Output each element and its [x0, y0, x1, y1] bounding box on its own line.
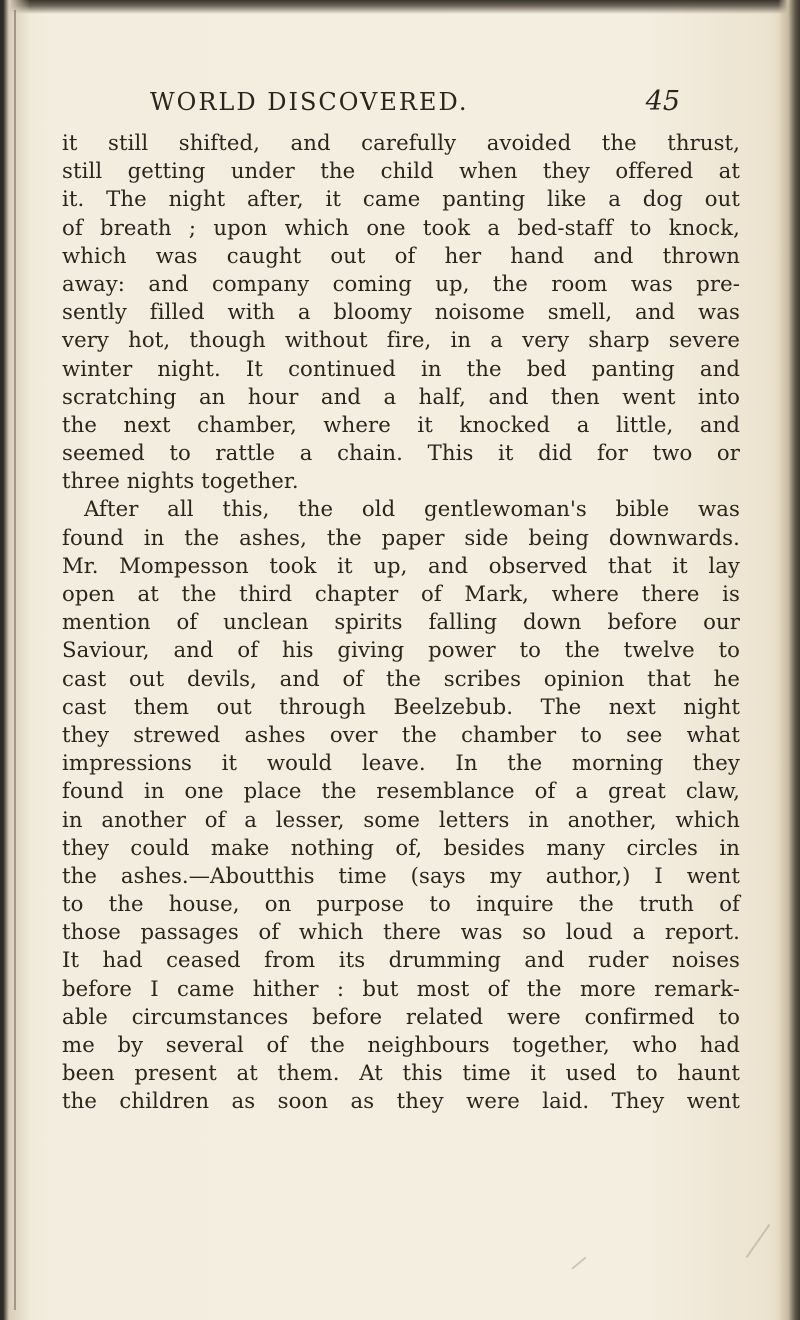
text-line: of breath ; upon which one took a bed-staff to knock,	[62, 214, 740, 240]
text-line: in another of a lesser, some letters in another, which	[62, 806, 740, 832]
text-line: which was caught out of her hand and thrown	[62, 242, 740, 268]
text-line: those passages of which there was so loud a report.	[62, 919, 740, 945]
text-line: able circumstances before related were confirmed to	[62, 1003, 740, 1029]
text-line: me by several of the neighbours together, who had	[62, 1032, 740, 1057]
text-line: seemed to rattle a chain. This it did for two or	[62, 440, 740, 466]
text-line: the children as soon as they were laid. They went	[62, 1088, 740, 1114]
text-line: sently filled with a bloomy noisome smell, and was	[62, 299, 740, 325]
text-line: Mr. Mompesson took it up, and observed that it lay	[62, 552, 740, 578]
text-line: three nights together.	[62, 468, 299, 494]
text-line: impressions it would leave. In the morning they	[62, 750, 740, 776]
text-line: they could make nothing of, besides many circles in	[62, 834, 740, 860]
text-line: found in one place the resemblance of a great claw,	[62, 778, 740, 804]
binding-rule	[14, 10, 16, 1310]
text-line: to the house, on purpose to inquire the truth of	[62, 891, 740, 917]
text-line: mention of unclean spirits falling down before our	[62, 609, 740, 635]
text-line: open at the third chapter of Mark, where there is	[62, 581, 740, 606]
text-line: before I came hither : but most of the more remark-	[62, 975, 740, 1001]
text-line: winter night. It continued in the bed panting and	[62, 355, 740, 381]
page-number: 45	[645, 86, 680, 117]
text-line: it still shifted, and carefully avoided the thrust,	[62, 130, 740, 155]
text-line: very hot, though without fire, in a very sharp severe	[62, 327, 740, 353]
text-line: It had ceased from its drumming and ruder noises	[62, 947, 740, 973]
body-text	[62, 129, 740, 1116]
text-line: scratching an hour and a half, and then went into	[62, 383, 740, 409]
page-top-shadow	[0, 0, 800, 14]
running-head: WORLD DISCOVERED.	[150, 88, 469, 116]
text-line: still getting under the child when they offered at	[62, 158, 740, 184]
text-line: away: and company coming up, the room was pre-	[62, 270, 740, 296]
text-line: cast out devils, and of the scribes opinion that he	[62, 665, 740, 691]
text-line: found in the ashes, the paper side being downwards.	[62, 524, 740, 550]
text-line: it. The night after, it came panting like a dog out	[62, 186, 740, 212]
text-line: been present at them. At this time it used to haunt	[62, 1060, 740, 1086]
text-line: the ashes.—Aboutthis time (says my author,) I went	[62, 862, 740, 888]
page-right-shadow	[778, 0, 800, 1320]
text-line: the next chamber, where it knocked a little, and	[62, 411, 740, 437]
page-header	[150, 88, 680, 124]
text-line: they strewed ashes over the chamber to see what	[62, 721, 740, 747]
text-line: Saviour, and of his giving power to the twelve to	[62, 637, 740, 663]
text-line: cast them out through Beelzebub. The next night	[62, 693, 740, 719]
text-line: After all this, the old gentlewoman's bible was	[84, 496, 740, 522]
